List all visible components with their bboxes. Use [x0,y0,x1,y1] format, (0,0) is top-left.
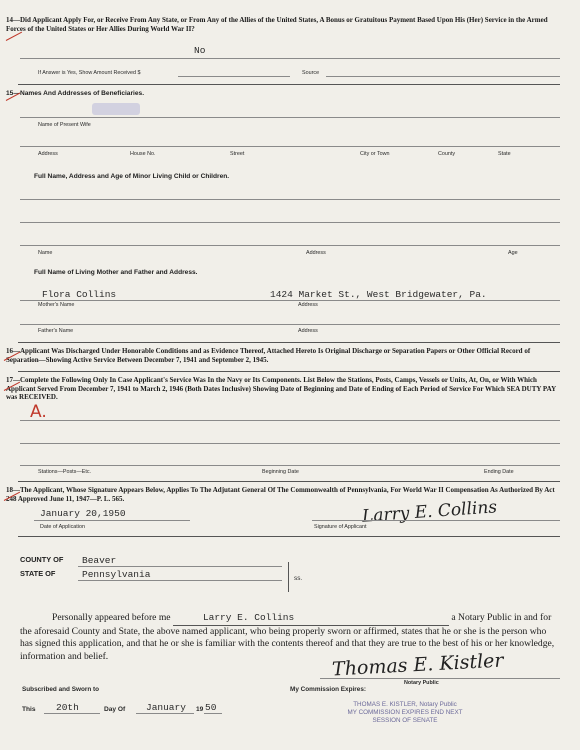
state-value: Pennsylvania [82,569,151,580]
notary-signature: Thomas E. Kistler [331,649,504,681]
q17-line-3 [20,465,560,466]
q17-header-ending: Ending Date [484,469,514,475]
year-prefix: 19 [196,706,204,713]
county-label: COUNTY OF [20,555,64,564]
q15-question: Names And Addresses of Beneficiaries. [19,90,145,97]
minor-line-1 [20,199,560,200]
ss-bracket [288,562,293,592]
father-name-label: Father's Name [38,328,74,334]
q14-amount-label: If Answer is Yes, Show Amount Received $ [38,70,141,76]
q14-source-line [326,76,560,77]
q14-answer-line [20,58,560,59]
application-date: January 20,1950 [40,508,126,519]
address-header-address: Address [38,151,58,157]
q17-header-stations: Stations—Posts—Etc. [38,469,92,475]
signature-label: Signature of Applicant [314,524,367,530]
applicant-name-field [173,612,449,626]
year-value: 50 [205,702,217,713]
mother-name-label: Mother's Name [38,302,75,308]
section-divider [18,84,560,85]
minor-header-address: Address [306,250,326,256]
q17-line-2 [20,443,560,444]
day-of-label: Day Of [104,706,126,713]
stamp-smudge [92,103,140,115]
q17-line-1 [20,420,560,421]
this-label: This [22,706,36,713]
father-line [20,324,560,325]
address-header-street: Street [230,151,245,157]
check-mark-14 [6,32,22,41]
mother-line [20,300,560,301]
wife-label: Name of Present Wife [38,122,91,128]
date-line [34,520,190,521]
address-header-city: City or Town [360,151,390,157]
q14-amount-line [178,76,290,77]
wife-line [20,117,560,118]
section-divider [18,481,560,482]
notary-stamp [330,701,480,725]
state-label: STATE OF [20,569,56,578]
day-line [44,713,100,714]
section-divider [18,342,560,343]
county-line [78,566,282,567]
month-line [136,713,194,714]
mother-name: Flora Collins [42,289,117,300]
q14-question: Did Applicant Apply For, or Receive From Any State, or From Any of the Allies of the United States, A Bonus or Gratuitous Payment Based Upon His (Her) Service in the Armed Forces of the United States or Her Allies During World War II? [6,16,548,33]
minor-header-age: Age [508,250,518,256]
month-value: January [146,702,186,713]
q16-text: 16—Applicant Was Discharged Under Honorable Conditions and as Evidence Thereof, Attached Hereto Is Original Discharge or Separation Papers or Other Official Record of Separation—Showing Active Service Between December 7, 1941 and September 2, 1945. [6,347,531,364]
ss-label: ss. [294,575,303,582]
minor-line-2 [20,222,560,223]
q14-text: 14—Did Applicant Apply For, or Receive From Any State, or From Any of the Allies of the United States, A Bonus or Gratuitous Payment Based Upon His (Her) Service in the Armed Forces of the United States or Her Allies During World War II? [6,16,548,33]
q15-heading: 15—Names And Addresses of Beneficiaries. [6,90,145,97]
date-label: Date of Application [40,524,85,530]
section-divider [18,371,560,372]
minor-line-3 [20,245,560,246]
q18-question: The Applicant, Whose Signature Appears Below, Applies To The Adjutant General Of The Commonwealth of Pennsylvania, For World War II Compensation As Authorized By Act 248 Approved June 11, 1947—P. L. 565. [6,486,555,503]
address-header-house: House No. [130,151,156,157]
minor-header-name: Name [38,250,53,256]
stamp-line-3: SESSION OF SENATE [372,717,438,724]
q17-header-beginning: Beginning Date [262,469,299,475]
subscribed-label: Subscribed and Sworn to [22,686,100,693]
q18-text: 18—The Applicant, Whose Signature Appears Below, Applies To The Adjutant General Of The Commonwealth of Pennsylvania, For World War II Compensation As Authorized By Act 248 Approved June 11, 1947—P. L. 565. [6,486,555,503]
stamp-line-1: THOMAS E. KISTLER, Notary Public [353,701,457,708]
para-rest: a Notary Public in and for the aforesaid County and State, the above named applicant, who being properly sworn or affirmed, states that he or she is the person who has signed this application, and that he or she is familiar with the contents thereof and that they are true to the best of his or her knowledge, information and belief. [20,612,555,662]
stamp-line-2: MY COMMISSION EXPIRES END NEXT [347,709,463,716]
notary-signature-line [320,678,560,679]
day-value: 20th [56,702,79,713]
para-start: Personally appeared before me [52,612,171,623]
notary-label: Notary Public [404,680,439,686]
year-line [204,713,222,714]
applicant-name: Larry E. Collins [202,612,295,623]
commission-label: My Commission Expires: [290,686,366,693]
q17-question: Complete the Following Only In Case Applicant's Service Was In the Navy or Its Components. List Below the Stations, Posts, Camps, Vessels or Units, At, On, or With Which Applicant Served From December 7, 1941 to March 2, 1946 (Both Dates Inclusive) Showing Date of Beginning and Date of Ending of Each Period of Service For Which SEA DUTY PAY was RECEIVED. [6,376,556,401]
q16-number: 16 [6,347,13,355]
minor-label: Full Name, Address and Age of Minor Living Child or Children. [34,173,230,180]
q17-text: 17—Complete the Following Only In Case Applicant's Service Was In the Navy or Its Components. List Below the Stations, Posts, Camps, Vessels or Units, At, On, or With Which Applicant Served From December 7, 1941 to March 2, 1946 (Both Dates Inclusive) Showing Date of Beginning and Date of Ending of Each Period of Service For Which SEA DUTY PAY was RECEIVED. [6,376,556,401]
q14-number: 14 [6,16,13,24]
q14-source-label: Source [302,70,320,76]
mother-address-label: Address [298,302,318,308]
q17-mark: A. [30,402,47,422]
q18-number: 18 [6,486,13,494]
q17-number: 17 [6,376,13,384]
parents-label: Full Name of Living Mother and Father and Address. [34,269,198,276]
father-address-label: Address [298,328,318,334]
state-line [78,580,282,581]
q14-answer: No [194,45,206,56]
county-value: Beaver [82,555,117,566]
address-header-state: State [498,151,511,157]
applicant-signature: Larry E. Collins [361,497,498,527]
q16-question: Applicant Was Discharged Under Honorable Conditions and as Evidence Thereof, Attached Hereto Is Original Discharge or Separation Papers or Other Official Record of Separation—Showing Active Service Between December 7, 1941 and September 2, 1945. [6,347,531,364]
wife-address-line [20,146,560,147]
signature-line [312,520,560,521]
address-header-county: County [438,151,456,157]
q15-number: 15 [6,90,14,97]
section-divider [18,536,560,537]
mother-address: 1424 Market St., West Bridgewater, Pa. [270,289,487,300]
